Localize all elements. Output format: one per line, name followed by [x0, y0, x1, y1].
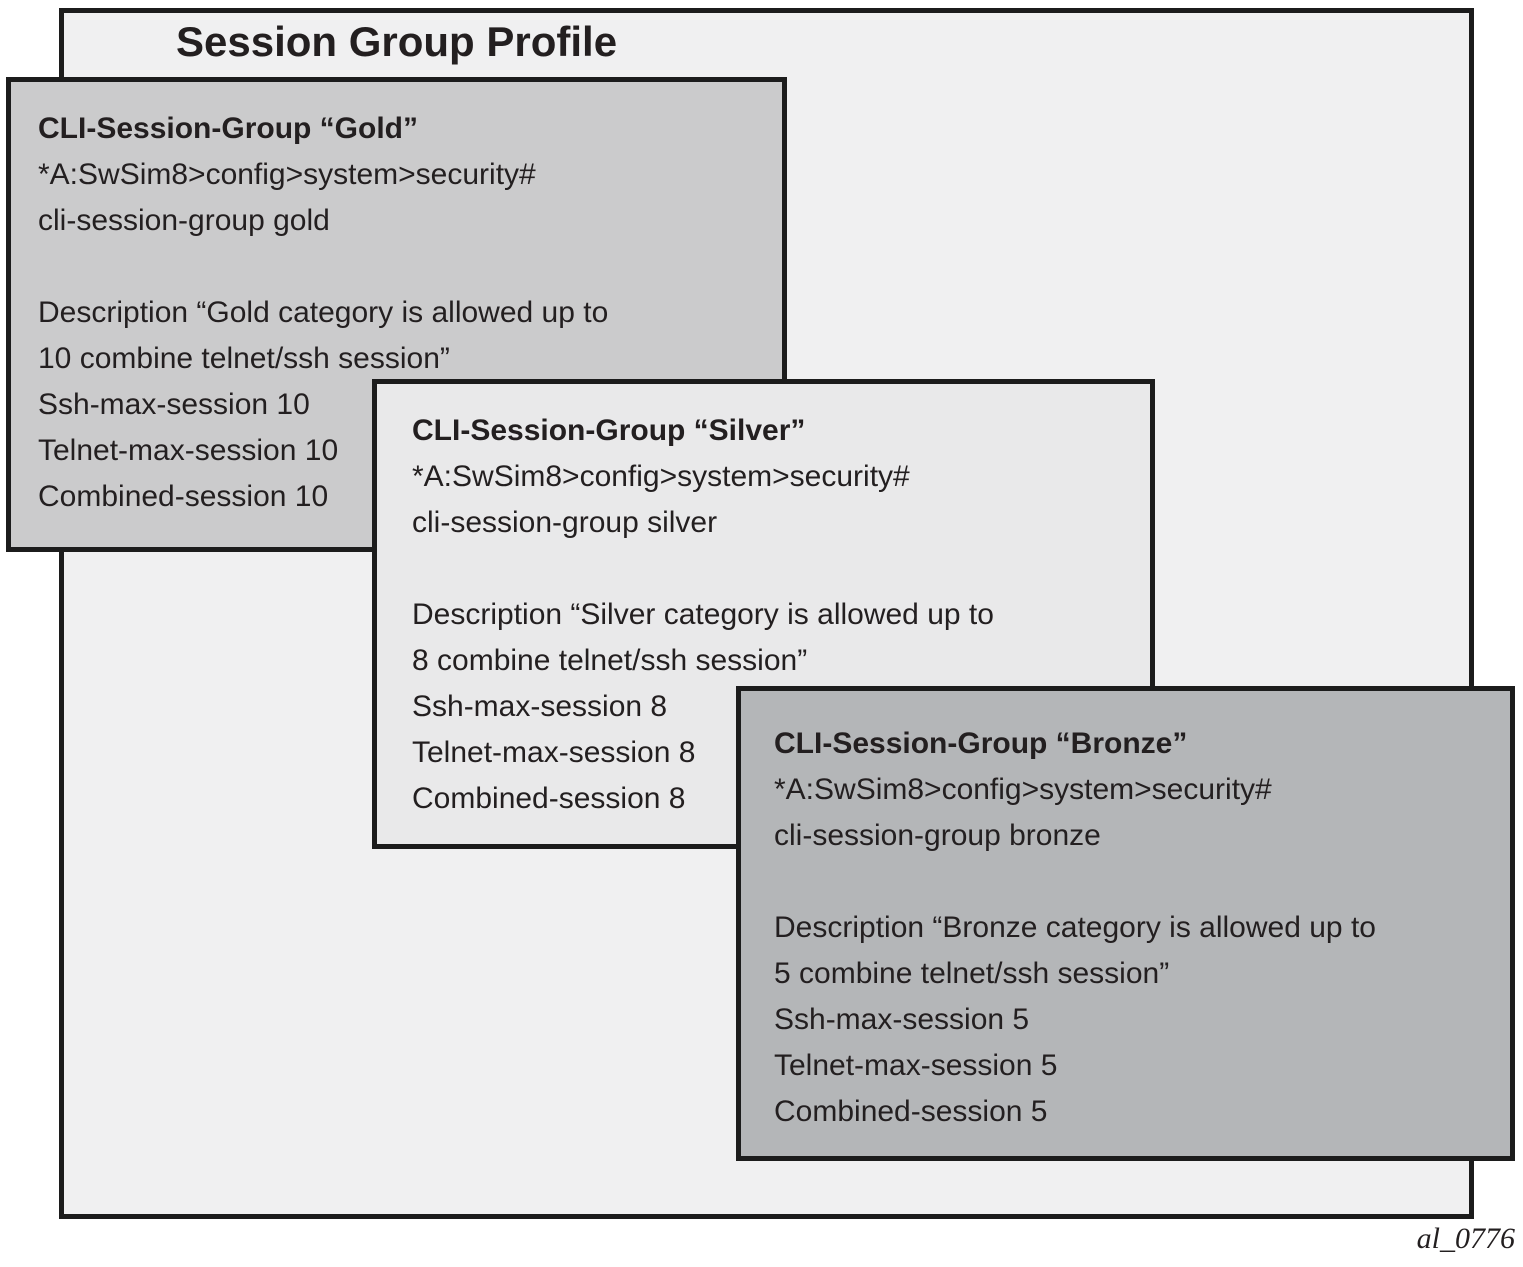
gold-heading: CLI-Session-Group “Gold”	[38, 112, 418, 145]
gold-ssh-max-line: Ssh-max-session 10	[38, 388, 310, 421]
bronze-blank-line	[774, 859, 1492, 905]
silver-command-line: cli-session-group silver	[412, 506, 718, 539]
gold-description-line-1: Description “Gold category is allowed up to	[38, 296, 609, 329]
bronze-combined-line: Combined-session 5	[774, 1095, 1048, 1128]
silver-combined-line: Combined-session 8	[412, 782, 686, 815]
figure-label: al_0776	[1416, 1222, 1515, 1255]
gold-combined-line: Combined-session 10	[38, 480, 329, 513]
bronze-command-line: cli-session-group bronze	[774, 819, 1101, 852]
cli-session-group-bronze-box	[736, 686, 1515, 1161]
bronze-telnet-max-line: Telnet-max-session 5	[774, 1049, 1058, 1082]
gold-prompt-line: *A:SwSim8>config>system>security#	[38, 158, 536, 191]
silver-blank-line	[412, 546, 1132, 592]
silver-prompt-line: *A:SwSim8>config>system>security#	[412, 460, 910, 493]
bronze-description-line-1: Description “Bronze category is allowed up to	[774, 911, 1376, 944]
silver-ssh-max-line: Ssh-max-session 8	[412, 690, 668, 723]
bronze-ssh-max-line: Ssh-max-session 5	[774, 1003, 1030, 1036]
gold-description-line-2: 10 combine telnet/ssh session”	[38, 342, 450, 375]
bronze-prompt-line: *A:SwSim8>config>system>security#	[774, 773, 1272, 806]
diagram-title: Session Group Profile	[176, 18, 618, 65]
gold-telnet-max-line: Telnet-max-session 10	[38, 434, 339, 467]
gold-command-line: cli-session-group gold	[38, 204, 330, 237]
silver-heading: CLI-Session-Group “Silver”	[412, 414, 806, 447]
silver-telnet-max-line: Telnet-max-session 8	[412, 736, 696, 769]
gold-blank-line	[38, 244, 764, 290]
bronze-heading: CLI-Session-Group “Bronze”	[774, 727, 1188, 760]
bronze-description-line-2: 5 combine telnet/ssh session”	[774, 957, 1170, 990]
silver-description-line-2: 8 combine telnet/ssh session”	[412, 644, 808, 677]
silver-description-line-1: Description “Silver category is allowed up to	[412, 598, 994, 631]
